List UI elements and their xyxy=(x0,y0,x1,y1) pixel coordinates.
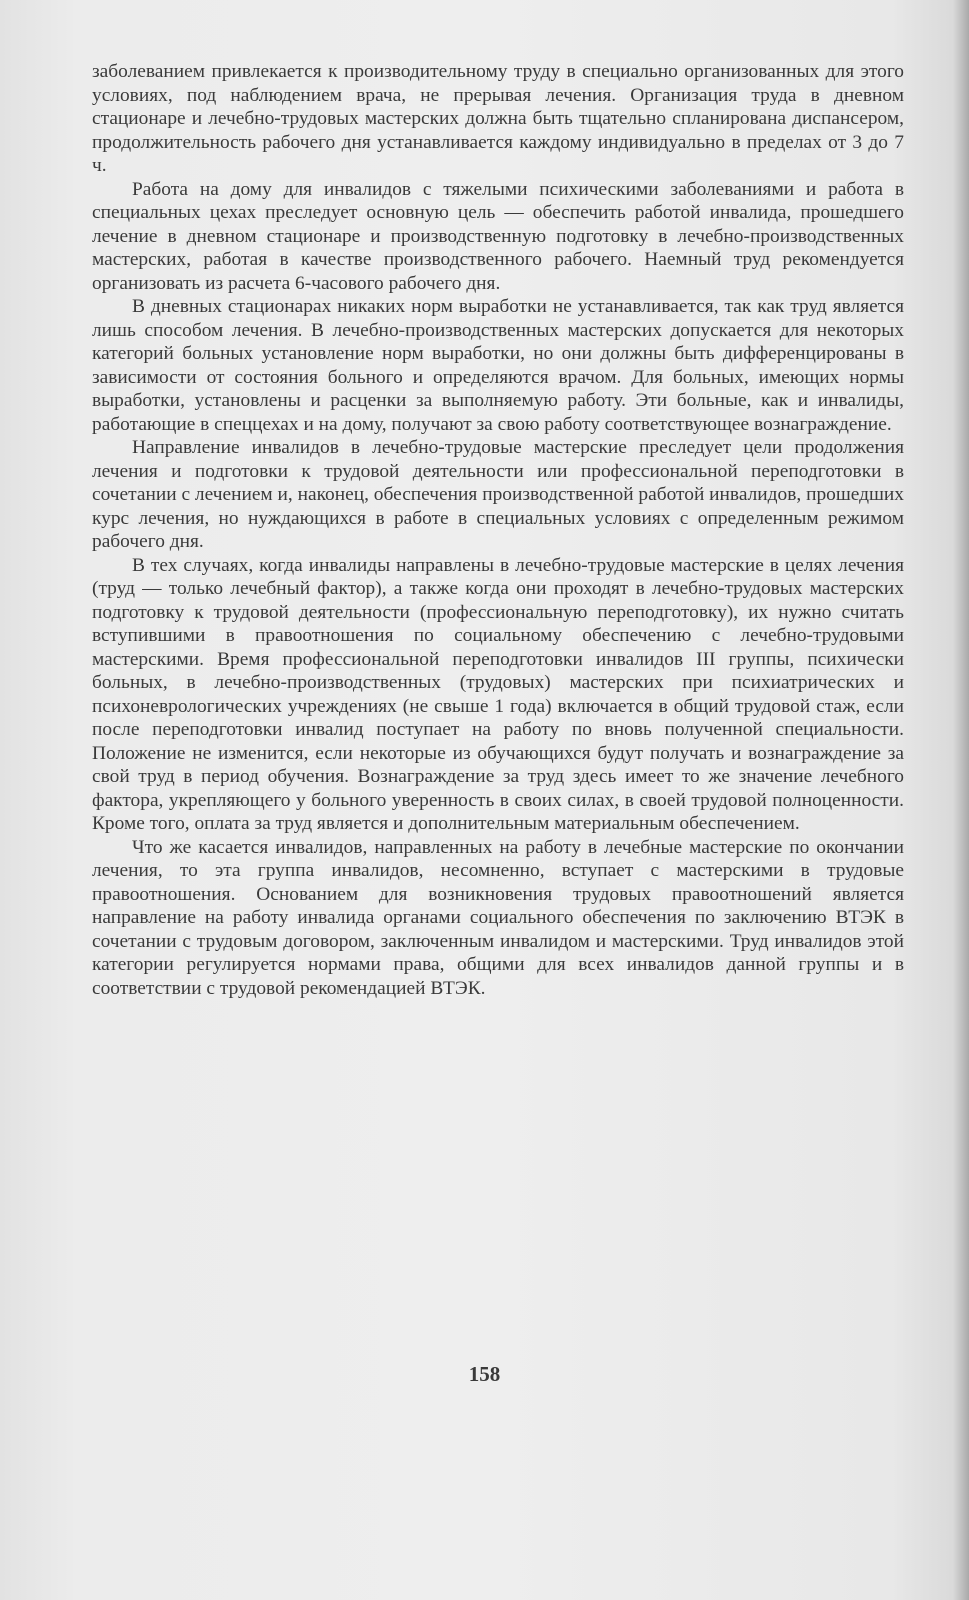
paragraph-1: заболеванием привлекается к производительному труду в специально организованных для этого условиях, под наблюдением врача, не прерывая лечения. Организация труда в дневном стационаре и лечебно-трудовых мастерских должна быть тщательно спланирована диспансером, продолжительность рабочего дня устанавливается каждому индивидуально в пределах от 3 до 7 ч. xyxy=(92,61,904,176)
paragraph-2: Работа на дому для инвалидов с тяжелыми психическими заболеваниями и работа в специальных цехах преследует основную цель — обеспечить работой инвалида, прошедшего лечение в дневном стационаре и производственную подготовку в лечебно-производственных мастерских, работая в качестве производственного рабочего. Наемный труд рекомендуется организовать из расчета 6-часового рабочего дня. xyxy=(92,178,904,294)
paragraph-3: В дневных стационарах никаких норм выработки не устанавливается, так как труд является лишь способом лечения. В лечебно-производственных мастерских допускается для некоторых категорий больных установление норм выработки, но они должны быть дифференцированы в зависимости от состояния больного и определяются врачом. Для больных, имеющих нормы выработки, установлены и расценки за выполняемую работу. Эти больные, как и инвалиды, работающие в спеццехах и на дому, получают за свою работу соответствующее вознаграждение. xyxy=(92,296,904,435)
body-text xyxy=(92,60,904,1000)
paragraph-4: Направление инвалидов в лечебно-трудовые мастерские преследует цели продолжения лечения и подготовки к трудовой деятельности или профессиональной переподготовки в сочетании с лечением и, наконец, обеспечения производственной работой инвалидов, прошедших курс лечения, но нуждающихся в работе в специальных условиях с определенным режимом рабочего дня. xyxy=(92,437,904,552)
paragraph-5: В тех случаях, когда инвалиды направлены в лечебно-трудовые мастерские в целях лечения (труд — только лечебный фактор), а также когда они проходят в лечебно-трудовых мастерских подготовку к трудовой деятельности (профессиональную переподготовку), их нужно считать вступившими в правоотношения по социальному обеспечению с лечебно-трудовыми мастерскими. Время профессиональной переподготовки инвалидов III группы, психически больных, в лечебно-производственных (трудовых) мастерских при психиатрических и психоневрологических учреждениях (не свыше 1 года) включается в общий трудовой стаж, если после переподготовки инвалид поступает на работу по вновь полученной специальности. Положение не изменится, если некоторые из обучающихся будут получать и вознаграждение за свой труд в период обучения. Вознаграждение за труд здесь имеет то же значение лечебного фактора, укрепляющего у больного уверенность в своих силах, в своей трудовой полноценности. Кроме того, оплата за труд является и дополнительным материальным обеспечением. xyxy=(92,554,904,834)
paragraph-6: Что же касается инвалидов, направленных на работу в лечебные мастерские по окончании лечения, то эта группа инвалидов, несомненно, вступает с мастерскими в трудовые правоотношения. Основанием для возникновения трудовых правоотношений является направление на работу инвалида органами социального обеспечения по заключению ВТЭК в сочетании с трудовым договором, заключенным инвалидом и мастерскими. Труд инвалидов этой категории регулируется нормами права, общими для всех инвалидов данной группы и в соответствии с трудовой рекомендацией ВТЭК. xyxy=(92,836,904,999)
page-number: 158 xyxy=(468,1362,501,1386)
page-edge-shadow xyxy=(953,0,969,1600)
